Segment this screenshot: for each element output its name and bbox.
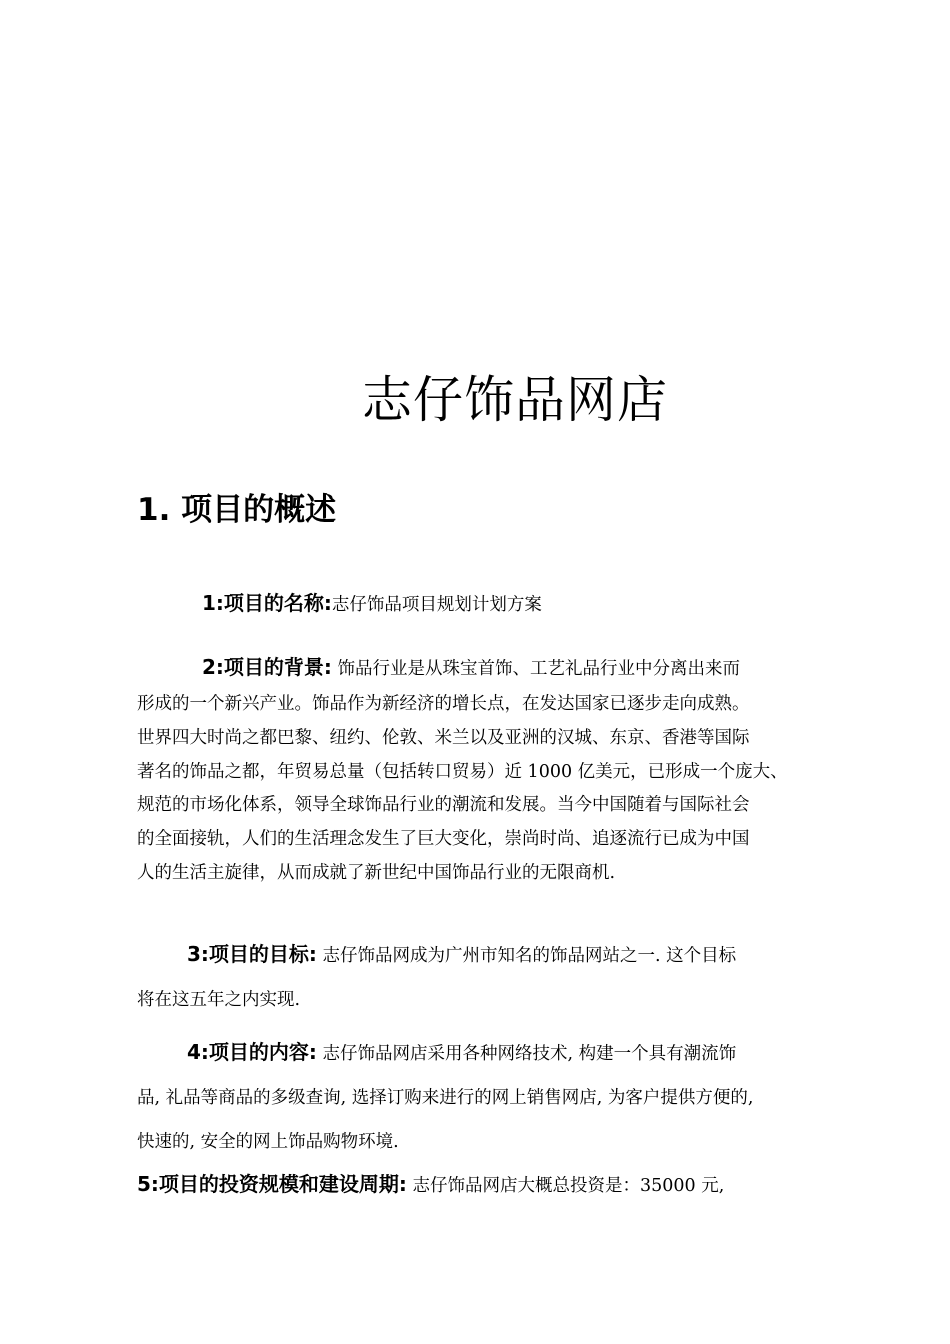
item-label: 5:项目的投资规模和建设周期: — [137, 1172, 407, 1196]
paragraph-line — [137, 932, 827, 978]
paragraph-line: 将在这五年之内实现. — [137, 990, 301, 1010]
item-project-name — [137, 586, 827, 622]
item-text: 志仔饰品项目规划计划方案 — [331, 595, 542, 615]
item-investment-scale — [137, 1162, 827, 1208]
paragraph-line: 的全面接轨，人们的生活理念发生了巨大变化，崇尚时尚、追逐流行已成为中国 — [137, 829, 750, 850]
document-title: 志仔饰品网店 — [362, 371, 668, 429]
section-heading: 1. 项目的概述 — [137, 492, 337, 528]
item-label: 2:项目的背景: — [202, 655, 332, 679]
paragraph-line — [137, 586, 827, 622]
item-text: 志仔饰品网店大概总投资是：35000 元, — [406, 1176, 725, 1196]
item-text: 志仔饰品网成为广州市知名的饰品网站之一. 这个目标 — [316, 946, 737, 966]
paragraph-line — [137, 648, 827, 688]
paragraph-line: 规范的市场化体系，领导全球饰品行业的潮流和发展。当今中国随着与国际社会 — [137, 795, 750, 816]
item-label: 3:项目的目标: — [187, 942, 317, 966]
paragraph-line — [137, 1162, 827, 1208]
paragraph-line: 著名的饰品之都，年贸易总量（包括转口贸易）近 1000 亿美元，已形成一个庞大、 — [137, 761, 788, 782]
paragraph-line: 快速的, 安全的网上饰品购物环境. — [137, 1132, 399, 1152]
item-project-goal — [137, 932, 827, 1022]
item-project-background — [137, 648, 827, 891]
paragraph-line — [137, 1030, 827, 1076]
paragraph-line: 人的生活主旋律，从而成就了新世纪中国饰品行业的无限商机. — [137, 862, 616, 883]
item-text: 饰品行业是从珠宝首饰、工艺礼品行业中分离出来而 — [331, 659, 740, 679]
item-label: 4:项目的内容: — [187, 1040, 317, 1064]
item-text: 志仔饰品网店采用各种网络技术, 构建一个具有潮流饰 — [316, 1044, 737, 1064]
paragraph-line: 形成的一个新兴产业。饰品作为新经济的增长点，在发达国家已逐步走向成熟。 — [137, 694, 750, 714]
paragraph-line: 世界四大时尚之都巴黎、纽约、伦敦、米兰以及亚洲的汉城、东京、香港等国际 — [137, 727, 750, 748]
paragraph-line: 品, 礼品等商品的多级查询, 选择订购来进行的网上销售网店, 为客户提供方便的, — [137, 1088, 754, 1108]
item-project-content — [137, 1030, 827, 1164]
item-label: 1:项目的名称: — [202, 591, 332, 615]
